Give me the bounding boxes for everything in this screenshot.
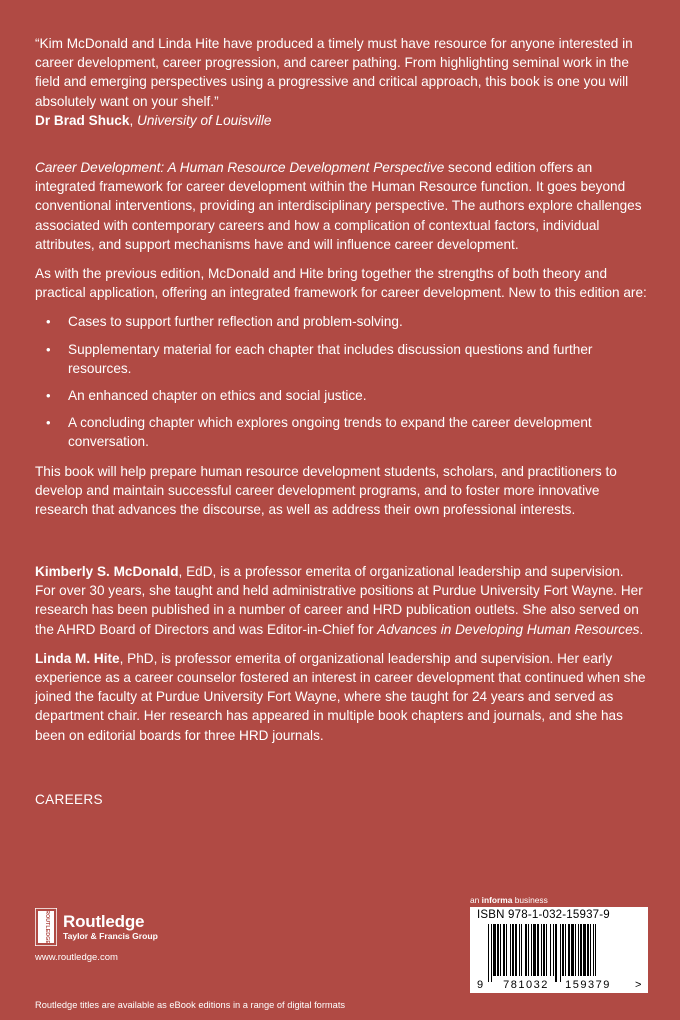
informa-business-label: an informa business bbox=[470, 895, 548, 905]
barcode-bar bbox=[553, 924, 554, 976]
endorsement-quote: “Kim McDonald and Linda Hite have produced a timely must have resource for anyone interested in career development, career progression, and career pathing. From highlighting seminal work in the field and emerging perspectives using a progressive and critical approach, this book is one you will absolutely want on your shelf.” bbox=[35, 36, 633, 109]
barcode-digits-left: 781032 bbox=[503, 979, 549, 991]
barcode-bar bbox=[521, 924, 522, 976]
publisher-group: Taylor & Francis Group bbox=[63, 931, 158, 941]
publisher-name: Routledge bbox=[63, 912, 145, 931]
barcode-bar bbox=[571, 924, 574, 976]
barcode-digits-right: 159379 bbox=[565, 979, 611, 991]
logo-text bbox=[63, 912, 158, 942]
barcode-bar bbox=[506, 924, 507, 976]
barcode-digit-first: 9 bbox=[477, 979, 484, 991]
barcode-bar bbox=[491, 924, 492, 982]
book-title: Career Development: A Human Resource Development Perspective bbox=[35, 160, 445, 175]
description-second: As with the previous edition, McDonald and Hite bring together the strengths of both theory and practical application, offering an integrated framework for career development. New to this edition are: bbox=[35, 266, 647, 301]
bio-end: . bbox=[639, 621, 644, 637]
endorser-affiliation: University of Louisville bbox=[137, 112, 272, 128]
publisher-block bbox=[35, 908, 265, 963]
publisher-website[interactable]: www.routledge.com bbox=[35, 952, 118, 963]
list-item: • Cases to support further reflection and problem-solving. bbox=[35, 312, 647, 331]
barcode-bar bbox=[503, 924, 505, 976]
ebook-note: Routledge titles are available as eBook editions in a range of digital formats bbox=[35, 1000, 346, 1010]
author-name: Linda M. Hite bbox=[35, 650, 120, 666]
barcode-bar bbox=[550, 924, 551, 976]
barcode-bar bbox=[500, 924, 501, 976]
barcode-bar bbox=[525, 924, 527, 976]
barcode-bar bbox=[533, 924, 536, 976]
barcode-box bbox=[470, 907, 648, 993]
barcode-digit-end: > bbox=[635, 979, 642, 991]
barcode-bar bbox=[590, 924, 591, 976]
barcode-bars bbox=[488, 924, 596, 982]
barcode-bar bbox=[537, 924, 539, 976]
author-bio-hite bbox=[35, 649, 647, 745]
barcode-bar bbox=[565, 924, 566, 976]
subject-category: CAREERS bbox=[35, 792, 103, 807]
barcode-bar bbox=[560, 924, 561, 982]
author-name: Kimberly S. McDonald bbox=[35, 564, 179, 579]
barcode-bar bbox=[593, 924, 594, 976]
barcode-bar bbox=[580, 924, 582, 976]
barcode-bar bbox=[562, 924, 564, 976]
list-item: • An enhanced chapter on ethics and social justice. bbox=[35, 386, 647, 405]
barcode-bar bbox=[568, 924, 570, 976]
barcode-bar bbox=[555, 924, 557, 982]
endorser: Dr Brad Shuck, University of Louisville bbox=[35, 112, 272, 128]
endorsement bbox=[35, 34, 647, 130]
author-bio-text: , EdD, is a professor emerita of organizational leadership and supervision. For over 30 years, she taught and held administrative positions at Purdue University Fort Wayne. Her research has been published in a number of career and HRD publication outlets. She also served on the AHRD Board of Directors and was Editor-in-Chief for bbox=[35, 564, 643, 637]
barcode-bar bbox=[541, 924, 542, 976]
barcode-bar bbox=[583, 924, 586, 976]
routledge-logo bbox=[35, 908, 265, 946]
new-features-list bbox=[35, 312, 647, 451]
informa-word: informa bbox=[481, 895, 513, 905]
author-bios bbox=[35, 562, 647, 755]
book-description bbox=[35, 158, 647, 529]
barcode-bar bbox=[488, 924, 489, 982]
isbn-barcode-area bbox=[470, 895, 650, 993]
barcode-bar bbox=[531, 924, 532, 976]
journal-title: Advances in Developing Human Resources bbox=[377, 621, 640, 637]
barcode-bar bbox=[587, 924, 589, 976]
barcode-bar bbox=[546, 924, 547, 976]
barcode-bar bbox=[510, 924, 511, 976]
barcode-image bbox=[470, 907, 648, 993]
barcode-bar bbox=[519, 924, 520, 976]
isbn-label: ISBN 978-1-032-15937-9 bbox=[477, 909, 610, 921]
barcode-bar bbox=[512, 924, 514, 976]
logo-vertical-text: ROUTLEDGE bbox=[44, 910, 50, 944]
barcode-bar bbox=[595, 924, 596, 976]
routledge-logo-icon bbox=[35, 908, 57, 946]
description-closing: This book will help prepare human resource development students, scholars, and practitioners to develop and maintain successful career development programs, and to foster more innovative research that advances the discourse, as well as address their own professional interests. bbox=[35, 463, 617, 518]
endorser-name: Dr Brad Shuck bbox=[35, 112, 130, 128]
description-intro bbox=[35, 158, 647, 254]
author-bio-mcdonald bbox=[35, 562, 647, 639]
author-bio-text: , PhD, is professor emerita of organizational leadership and supervision. Her early experience as a career counselor fostered an interest in career development that continued when she joined the faculty at Purdue University Fort Wayne, where she taught for 24 years and served as department chair. Her research has appeared in multiple book chapters and journals, and she has been on editorial boards for three HRD journals. bbox=[35, 650, 646, 743]
barcode-bar bbox=[578, 924, 579, 976]
barcode-bar bbox=[575, 924, 576, 976]
barcode-bar bbox=[515, 924, 517, 976]
barcode-bar bbox=[493, 924, 496, 976]
intro-text: second edition offers an integrated framework for career development within the Human Resource function. It goes beyond conventional interventions, providing an interdisciplinary perspective. The authors explore challenges associated with contemporary careers and how a complication of contextual factors, individual attributes, and support mechanisms have and will influence career development. bbox=[35, 160, 642, 252]
list-item: • Supplementary material for each chapter that includes discussion questions and further resources. bbox=[35, 340, 647, 378]
list-item: • A concluding chapter which explores ongoing trends to expand the career development conversation. bbox=[35, 413, 647, 451]
barcode-bar bbox=[528, 924, 529, 976]
barcode-bar bbox=[543, 924, 545, 976]
barcode-bar bbox=[497, 924, 499, 976]
